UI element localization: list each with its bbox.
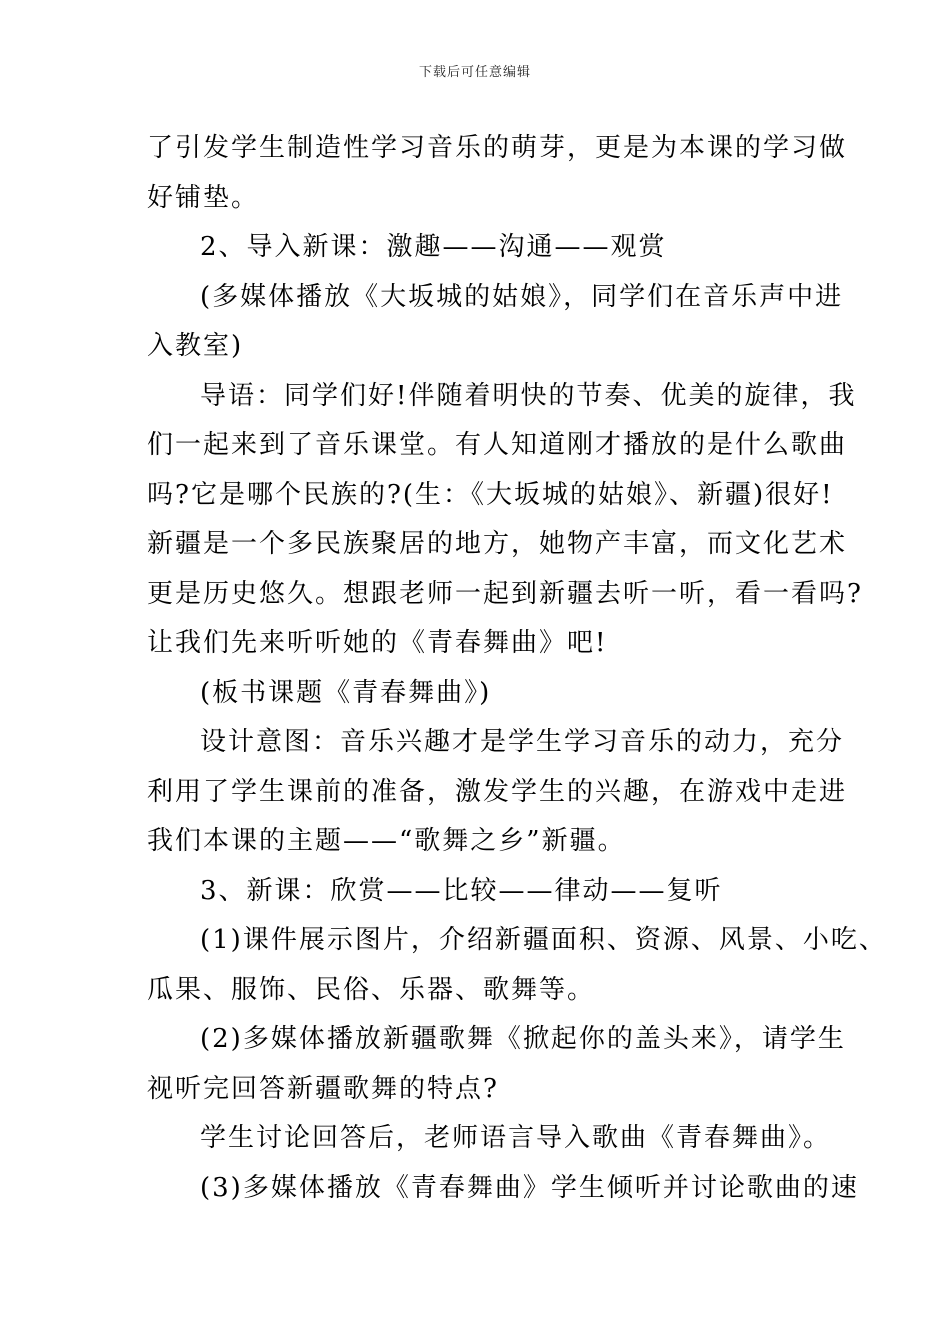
text-line: (多媒体播放《大坂城的姑娘》，同学们在音乐声中进 <box>200 281 844 312</box>
text-line: (1)课件展示图片，介绍新疆面积、资源、风景、小吃、 <box>200 925 887 955</box>
text-line: 导语：同学们好!伴随着明快的节奏、优美的旋律，我 <box>200 380 857 411</box>
text-line: 设计意图：音乐兴趣才是学生学习音乐的动力，充分 <box>200 727 845 757</box>
text-line: 好铺垫。 <box>147 182 260 213</box>
text-line: 利用了学生课前的准备，激发学生的兴趣，在游戏中走进 <box>147 776 848 807</box>
text-line: 吗?它是哪个民族的?(生：《大坂城的姑娘》、新疆)很好! <box>147 479 834 510</box>
text-line: 了引发学生制造性学习音乐的萌芽，更是为本课的学习做 <box>147 133 848 163</box>
document-body <box>147 124 887 1213</box>
text-line: 新疆是一个多民族聚居的地方，她物产丰富，而文化艺术 <box>147 529 848 559</box>
text-line: (3)多媒体播放《青春舞曲》学生倾听并讨论歌曲的速 <box>200 1172 859 1203</box>
text-line: 们一起来到了音乐课堂。有人知道刚才播放的是什么歌曲 <box>147 430 848 460</box>
text-line: 瓜果、服饰、民俗、乐器、歌舞等。 <box>147 974 596 1005</box>
text-line: (板书课题《青春舞曲》) <box>200 677 492 708</box>
text-line: 入教室) <box>147 331 244 361</box>
text-line: 让我们先来听听她的《青春舞曲》吧! <box>147 628 608 658</box>
section-heading: 2、导入新课：激趣——沟通——观赏 <box>200 232 667 262</box>
page-header: 下载后可任意编辑 <box>418 65 531 80</box>
text-line: 我们本课的主题——“歌舞之乡”新疆。 <box>147 826 626 856</box>
text-line: 视听完回答新疆歌舞的特点? <box>147 1073 499 1104</box>
section-heading: 3、新课：欣赏——比较——律动——复听 <box>200 875 723 906</box>
text-line: 更是历史悠久。想跟老师一起到新疆去听一听，看一看吗? <box>147 578 863 609</box>
text-line: 学生讨论回答后，老师语言导入歌曲《青春舞曲》。 <box>200 1123 832 1153</box>
text-line: (2)多媒体播放新疆歌舞《掀起你的盖头来》，请学生 <box>200 1024 846 1054</box>
